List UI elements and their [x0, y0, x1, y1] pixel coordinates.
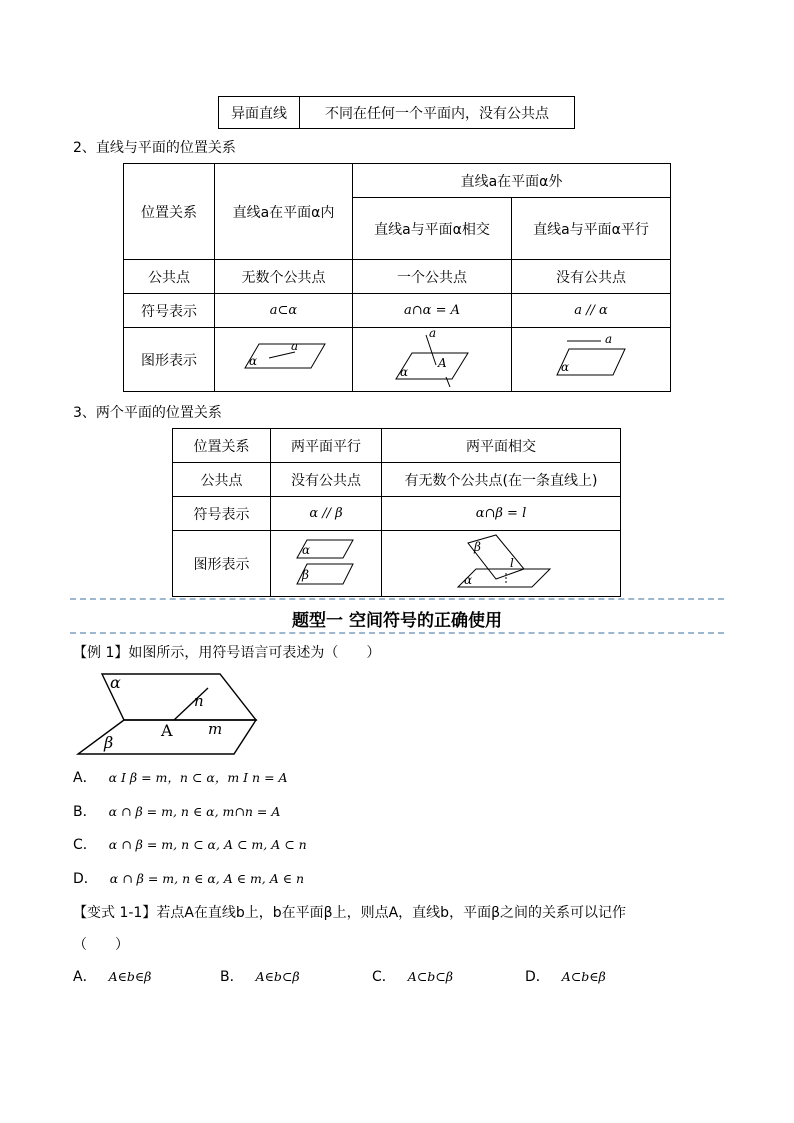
variant1-prompt: 【变式 1-1】若点A在直线b上，b在平面β上，则点A，直线b，平面β之间的关系可以记作 — [73, 905, 626, 921]
skew-lines-desc: 不同在任何一个平面内，没有公共点 — [300, 97, 575, 129]
option-letter: D． — [525, 969, 550, 985]
fig-label-A: A — [161, 721, 173, 740]
label-alpha: α — [248, 353, 257, 368]
lp-h-rel: 位置关系 — [124, 164, 215, 260]
lp-fig-parallel — [512, 328, 671, 392]
lp-h-parallel: 直线a与平面α平行 — [512, 198, 671, 260]
label-alpha: α — [302, 542, 311, 557]
lp-r1-c2: 一个公共点 — [353, 260, 512, 294]
lp-r1-label: 公共点 — [124, 260, 215, 294]
pp-r3-label: 图形表示 — [173, 531, 271, 597]
lp-r2-c1: a⊂α — [215, 294, 353, 328]
separator-top — [70, 598, 724, 600]
lp-r1-c1: 无数个公共点 — [215, 260, 353, 294]
option-text: A∈b∈β — [108, 969, 152, 984]
lp-r3-label: 图形表示 — [124, 328, 215, 392]
pp-r2-c2: α∩β = l — [382, 497, 621, 531]
label-a: a — [605, 332, 613, 346]
variant1-option-b[interactable] — [220, 966, 300, 986]
lp-fig-intersect — [353, 328, 512, 392]
fig-label-n: n — [194, 692, 204, 710]
skew-lines-table — [218, 96, 575, 129]
line-in-plane-figure — [239, 338, 329, 378]
pp-r1-label: 公共点 — [173, 463, 271, 497]
fig-label-beta: β — [104, 733, 114, 752]
option-text: α I β = m，n ⊂ α，m I n = A — [108, 770, 288, 785]
option-text: α ∩ β = m, n ∈ α, m∩n = A — [108, 804, 281, 819]
line-intersect-plane-figure — [392, 329, 472, 387]
option-letter: C． — [73, 837, 97, 853]
label-a: a — [290, 338, 298, 353]
example1-option-a[interactable] — [73, 767, 288, 787]
label-l: l — [510, 555, 514, 570]
section-title: 题型一 空间符号的正确使用 — [292, 611, 502, 631]
example1-option-b[interactable] — [73, 801, 280, 821]
label-beta: β — [302, 567, 309, 582]
lp-r2-c3: a // α — [512, 294, 671, 328]
sec3-heading: 3、两个平面的位置关系 — [73, 405, 222, 421]
pp-h-int: 两平面相交 — [382, 429, 621, 463]
example1-prompt: 【例 1】如图所示，用符号语言可表述为（ ） — [73, 645, 381, 661]
lp-h-out: 直线a在平面α外 — [353, 164, 671, 198]
variant1-option-d[interactable] — [525, 966, 606, 986]
variant1-option-a[interactable] — [73, 966, 151, 986]
separator-bottom — [70, 632, 724, 634]
lp-h-intersect: 直线a与平面α相交 — [353, 198, 512, 260]
label-alpha: α — [561, 359, 570, 374]
lp-h-in: 直线a在平面α内 — [215, 164, 353, 260]
skew-lines-term: 异面直线 — [219, 97, 300, 129]
option-letter: C． — [372, 969, 396, 985]
pp-r2-label: 符号表示 — [173, 497, 271, 531]
option-letter: A． — [73, 969, 97, 985]
label-alpha: α — [400, 364, 409, 379]
option-text: A⊂b∈β — [561, 969, 606, 984]
plane-plane-table — [172, 428, 621, 597]
lp-fig-in — [215, 328, 353, 392]
label-A: A — [438, 355, 447, 370]
fig-label-alpha: α — [110, 673, 121, 692]
pp-h-par: 两平面平行 — [271, 429, 382, 463]
option-text: α ∩ β = m, n ⊂ α, A ⊂ m, A ⊂ n — [108, 837, 307, 852]
parallel-planes-figure — [291, 534, 361, 590]
pp-h-rel: 位置关系 — [173, 429, 271, 463]
example1-option-c[interactable] — [73, 834, 307, 854]
fig-label-m: m — [208, 720, 223, 738]
lp-r2-label: 符号表示 — [124, 294, 215, 328]
lp-r2-c2: a∩α = A — [353, 294, 512, 328]
example1-figure — [74, 668, 260, 758]
pp-r1-c2: 有无数个公共点(在一条直线上) — [382, 463, 621, 497]
variant1-option-c[interactable] — [372, 966, 453, 986]
pp-r1-c1: 没有公共点 — [271, 463, 382, 497]
sec2-heading: 2、直线与平面的位置关系 — [73, 140, 236, 156]
pp-fig-par — [271, 531, 382, 597]
option-text: A⊂b⊂β — [407, 969, 453, 984]
label-alpha: α — [464, 572, 473, 587]
intersecting-planes-figure — [446, 533, 556, 591]
option-letter: A． — [73, 770, 97, 786]
lp-r1-c3: 没有公共点 — [512, 260, 671, 294]
option-text: α ∩ β = m, n ∈ α, A ∈ m, A ∈ n — [109, 871, 305, 886]
label-a: a — [429, 328, 437, 340]
pp-fig-int — [382, 531, 621, 597]
option-letter: D． — [73, 871, 98, 887]
option-letter: B． — [73, 804, 97, 820]
variant1-paren: （ ） — [73, 937, 129, 953]
option-text: A∈b⊂β — [255, 969, 300, 984]
option-letter: B． — [220, 969, 244, 985]
pp-r2-c1: α // β — [271, 497, 382, 531]
line-plane-table — [123, 163, 671, 392]
label-beta: β — [474, 539, 481, 554]
example1-option-d[interactable] — [73, 868, 304, 888]
line-parallel-plane-figure — [551, 333, 631, 383]
